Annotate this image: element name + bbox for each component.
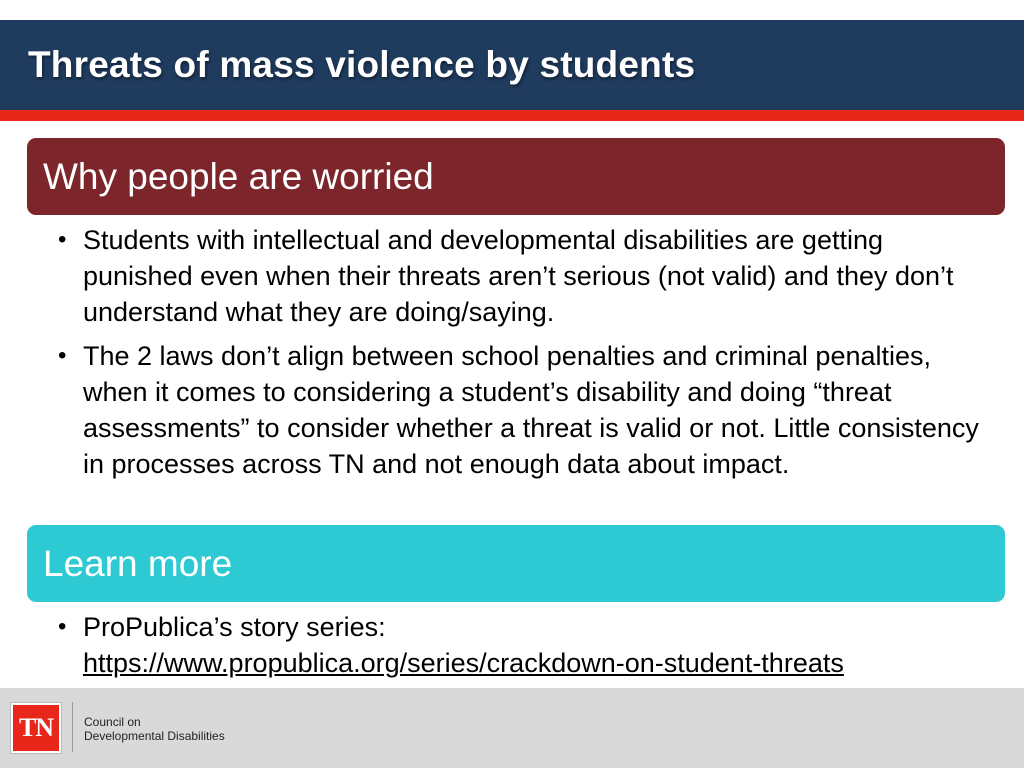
footer-divider	[72, 702, 73, 752]
why-worried-header	[27, 138, 1005, 215]
learn-more-header-label: Learn more	[43, 542, 233, 584]
tn-logo	[11, 703, 61, 753]
list-item	[56, 338, 986, 482]
bullet-text: Students with intellectual and developmental disabilities are getting punished even when their threats aren’t serious (not valid) and they don’t understand what they are doing/saying.	[83, 225, 954, 327]
why-worried-bullet-list	[56, 222, 986, 490]
list-item	[56, 609, 986, 681]
learn-more-header	[27, 525, 1005, 602]
tn-logo-text: TN	[18, 713, 54, 742]
slide-title: Threats of mass violence by students	[28, 44, 696, 85]
bullet-icon: •	[58, 226, 67, 253]
footer	[0, 688, 1024, 768]
council-name-line1: Council on	[84, 715, 141, 729]
bullet-text: The 2 laws don’t align between school penalties and criminal penalties, when it comes to considering a student’s disability and doing “threat assessments” to consider whether a threat is valid or not. Little consistency in processes across TN and not enough data about impact.	[83, 341, 979, 479]
council-name-line2: Developmental Disabilities	[84, 729, 225, 743]
list-item	[56, 222, 986, 330]
bullet-text: ProPublica’s story series:	[83, 612, 386, 642]
learn-more-bullet-list	[56, 609, 986, 689]
council-name	[84, 715, 225, 743]
bullet-icon: •	[58, 613, 67, 640]
propublica-link[interactable]: https://www.propublica.org/series/crackdown-on-student-threats	[83, 648, 844, 678]
red-accent-stripe	[0, 110, 1024, 121]
why-worried-header-label: Why people are worried	[43, 155, 434, 197]
bullet-icon: •	[58, 342, 67, 369]
